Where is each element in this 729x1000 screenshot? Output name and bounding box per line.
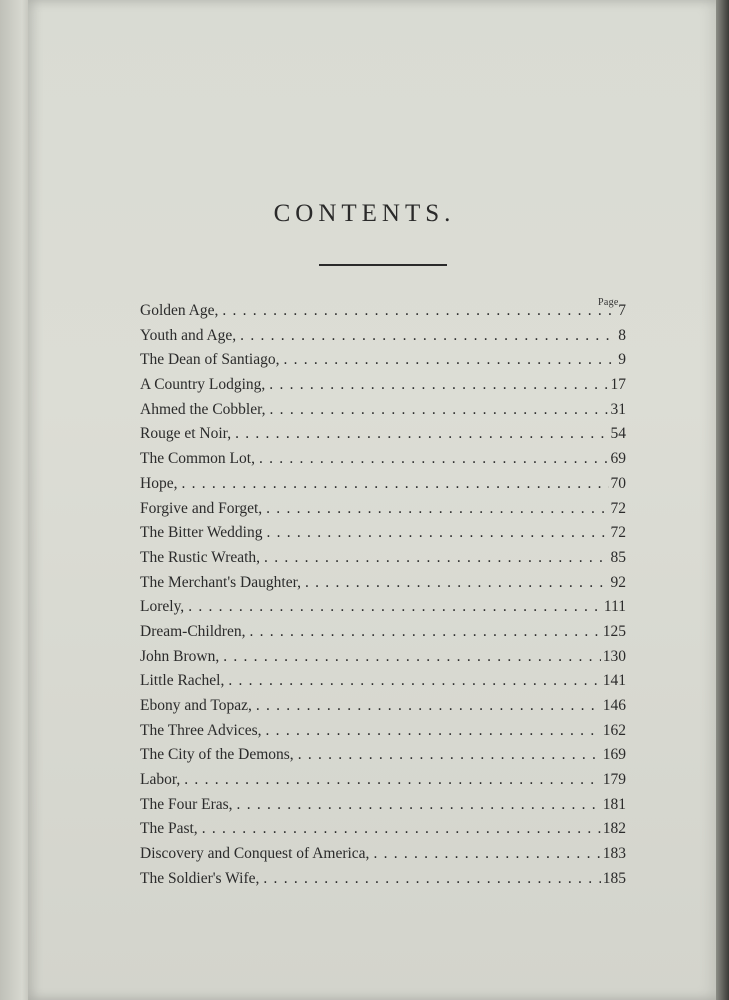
dot-leader [235, 425, 608, 443]
toc-entry-page-number: 85 [610, 548, 626, 566]
toc-entry-page-number: 185 [602, 869, 626, 887]
dot-leader [228, 672, 600, 690]
toc-entry [140, 500, 626, 525]
dot-leader [259, 450, 609, 468]
toc-entry-title: A Country Lodging, [140, 376, 266, 394]
toc-entry [140, 623, 626, 648]
toc-entry-page-number: 141 [602, 672, 626, 690]
table-of-contents [140, 302, 626, 895]
dot-leader [222, 302, 616, 320]
toc-entry-page-number: 72 [610, 524, 626, 542]
toc-entry-title: Labor, [140, 771, 181, 789]
toc-entry [140, 549, 626, 574]
toc-entry [140, 796, 626, 821]
page-edge-shadow [716, 0, 729, 1000]
toc-entry-page-number: 72 [610, 499, 626, 517]
toc-entry-page-number: 69 [610, 450, 626, 468]
dot-leader [223, 648, 601, 666]
dot-leader [270, 401, 609, 419]
toc-entry [140, 475, 626, 500]
toc-entry-page-number: 70 [610, 474, 626, 492]
dot-leader [184, 771, 600, 789]
dot-leader [249, 623, 600, 641]
dot-leader [181, 475, 608, 493]
toc-entry-title: Dream-Children, [140, 622, 246, 640]
toc-entry-title: Lorely, [140, 598, 185, 616]
dot-leader [283, 351, 616, 369]
toc-entry-title: The Merchant's Daughter, [140, 573, 301, 591]
toc-entry-page-number: 182 [602, 820, 626, 838]
toc-entry [140, 820, 626, 845]
toc-entry [140, 771, 626, 796]
dot-leader [188, 598, 602, 616]
toc-entry [140, 870, 626, 895]
dot-leader [264, 549, 608, 567]
heading-rule [319, 264, 447, 266]
toc-entry-title: The Past, [140, 820, 198, 838]
toc-entry [140, 672, 626, 697]
dot-leader [269, 376, 608, 394]
toc-entry-title: Little Rachel, [140, 672, 225, 690]
dot-leader [256, 697, 601, 715]
toc-entry-page-number: 7 [618, 302, 626, 319]
toc-entry-title: Rouge et Noir, [140, 425, 232, 443]
toc-entry-page-number: 125 [602, 622, 626, 640]
toc-entry-title: The Soldier's Wife, [140, 869, 260, 887]
dot-leader [240, 327, 616, 345]
toc-entry-page-number: 179 [602, 771, 626, 789]
toc-entry-page-number: 130 [602, 647, 626, 665]
toc-entry-title: John Brown, [140, 647, 220, 665]
contents-heading: CONTENTS. [273, 200, 456, 227]
dot-leader [266, 500, 608, 518]
page-column-label: Page [598, 297, 619, 308]
toc-entry-page-number: 181 [602, 795, 626, 813]
toc-entry [140, 450, 626, 475]
toc-entry-title: Hope, [140, 474, 178, 492]
toc-entry [140, 574, 626, 599]
toc-entry-page-number: 169 [602, 746, 626, 764]
toc-entry [140, 697, 626, 722]
dot-leader [266, 722, 601, 740]
toc-entry-title: The Rustic Wreath, [140, 548, 261, 566]
toc-entry [140, 425, 626, 450]
toc-entry [140, 845, 626, 870]
toc-entry-title: The Bitter Wedding [140, 524, 263, 542]
toc-entry-title: The Three Advices, [140, 721, 262, 739]
toc-entry-title: The Four Eras, [140, 795, 233, 813]
toc-entry-page-number: 111 [603, 598, 626, 616]
dot-leader [373, 845, 600, 863]
toc-entry-page-number: 31 [610, 400, 626, 418]
dot-leader [266, 524, 608, 542]
toc-entry-title: Golden Age, [140, 302, 219, 319]
toc-entry [140, 327, 626, 352]
toc-entry-title: The Common Lot, [140, 450, 255, 468]
toc-entry-title: Ebony and Topaz, [140, 697, 252, 714]
toc-entry-title: Forgive and Forget, [140, 499, 263, 517]
toc-entry [140, 302, 626, 327]
toc-entry-title: Youth and Age, [140, 326, 237, 344]
toc-entry-page-number: 92 [610, 573, 626, 591]
dot-leader [305, 574, 609, 592]
toc-entry [140, 351, 626, 376]
dot-leader [263, 870, 600, 888]
toc-entry-page-number: 146 [602, 697, 626, 714]
toc-entry [140, 376, 626, 401]
toc-entry [140, 524, 626, 549]
toc-entry-title: Discovery and Conquest of America, [140, 845, 370, 863]
toc-entry [140, 598, 626, 623]
toc-entry [140, 648, 626, 673]
toc-entry-page-number: 162 [602, 721, 626, 739]
toc-entry [140, 746, 626, 771]
toc-entry [140, 401, 626, 426]
toc-entry-title: The Dean of Santiago, [140, 351, 280, 369]
toc-entry-page-number: 8 [618, 326, 626, 344]
toc-entry-title: Ahmed the Cobbler, [140, 400, 266, 418]
toc-entry-title: The City of the Demons, [140, 746, 294, 764]
toc-entry-page-number: 17 [610, 376, 626, 394]
dot-leader [298, 746, 601, 764]
toc-entry [140, 722, 626, 747]
toc-entry-page-number: 9 [618, 351, 626, 369]
dot-leader [202, 820, 601, 838]
toc-entry-page-number: 54 [610, 425, 626, 443]
dot-leader [237, 796, 601, 814]
toc-entry-page-number: 183 [602, 845, 626, 863]
